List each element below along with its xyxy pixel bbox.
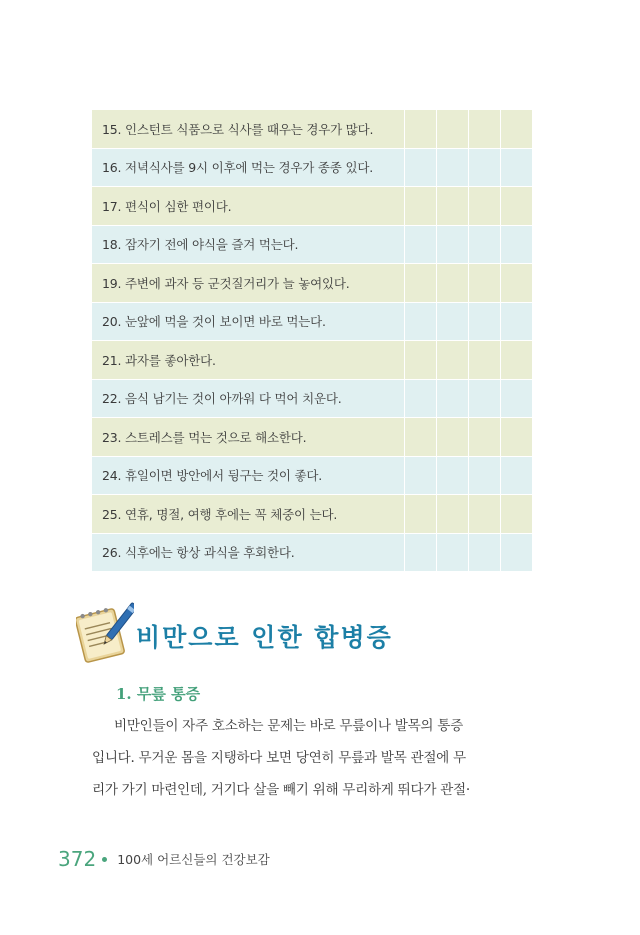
sub-heading: 1. 무릎 통증 [116, 685, 201, 703]
check-cell [469, 225, 501, 264]
body-paragraph [92, 710, 532, 806]
check-cell [469, 302, 501, 341]
table-row [92, 225, 533, 264]
check-cell [501, 148, 533, 187]
check-cell [501, 495, 533, 534]
table-row [92, 187, 533, 226]
check-cell [405, 302, 437, 341]
table-row [92, 110, 533, 148]
check-cell [501, 379, 533, 418]
table-row [92, 302, 533, 341]
check-cell [437, 225, 469, 264]
check-cell [405, 225, 437, 264]
check-cell [469, 495, 501, 534]
check-cell [469, 456, 501, 495]
check-cell [437, 110, 469, 148]
checklist-item: 24. 휴일이면 방안에서 뒹구는 것이 좋다. [92, 456, 405, 495]
check-cell [405, 418, 437, 457]
check-cell [501, 302, 533, 341]
check-cell [469, 148, 501, 187]
check-cell [437, 187, 469, 226]
checklist-table [92, 110, 533, 572]
check-cell [405, 187, 437, 226]
section-title: 비만으로 인한 합병증 [136, 623, 393, 652]
checklist-item: 18. 잠자기 전에 야식을 즐겨 먹는다. [92, 225, 405, 264]
table-row [92, 533, 533, 572]
check-cell [405, 495, 437, 534]
check-cell [437, 341, 469, 380]
checklist-item: 19. 주변에 과자 등 군것질거리가 늘 놓여있다. [92, 264, 405, 303]
paragraph-line: 비만인들이 자주 호소하는 문제는 바로 무릎이나 발목의 통증 [114, 718, 463, 734]
check-cell [469, 341, 501, 380]
checklist-item: 23. 스트레스를 먹는 것으로 해소한다. [92, 418, 405, 457]
check-cell [469, 533, 501, 572]
checklist-item: 22. 음식 남기는 것이 아까워 다 먹어 치운다. [92, 379, 405, 418]
check-cell [501, 341, 533, 380]
checklist-item: 15. 인스턴트 식품으로 식사를 때우는 경우가 많다. [92, 110, 405, 148]
check-cell [501, 264, 533, 303]
table-row [92, 379, 533, 418]
check-cell [437, 148, 469, 187]
check-cell [405, 456, 437, 495]
check-cell [469, 379, 501, 418]
checklist-item: 26. 식후에는 항상 과식을 후회한다. [92, 533, 405, 572]
check-cell [437, 533, 469, 572]
check-cell [501, 110, 533, 148]
book-title: 100세 어르신들의 건강보감 [117, 852, 270, 867]
check-cell [405, 533, 437, 572]
table-row [92, 341, 533, 380]
check-cell [469, 264, 501, 303]
check-cell [501, 456, 533, 495]
table-row [92, 456, 533, 495]
checklist-item: 21. 과자를 좋아한다. [92, 341, 405, 380]
check-cell [437, 495, 469, 534]
table-row [92, 495, 533, 534]
check-cell [501, 187, 533, 226]
check-cell [469, 418, 501, 457]
check-cell [437, 379, 469, 418]
check-cell [405, 264, 437, 303]
check-cell [437, 456, 469, 495]
paragraph-line: 입니다. 무거운 몸을 지탱하다 보면 당연히 무릎과 발목 관절에 무 [92, 750, 466, 766]
checklist-item: 16. 저녁식사를 9시 이후에 먹는 경우가 종종 있다. [92, 148, 405, 187]
check-cell [437, 264, 469, 303]
notepad-pen-icon [76, 598, 134, 668]
checklist-item: 17. 편식이 심한 편이다. [92, 187, 405, 226]
check-cell [501, 418, 533, 457]
check-cell [469, 187, 501, 226]
check-cell [405, 379, 437, 418]
section-header [76, 598, 536, 668]
check-cell [469, 110, 501, 148]
check-cell [405, 341, 437, 380]
check-cell [405, 148, 437, 187]
checklist-item: 20. 눈앞에 먹을 것이 보이면 바로 먹는다. [92, 302, 405, 341]
page-number: 372 [58, 847, 97, 871]
paragraph-line: 리가 가기 마련인데, 거기다 살을 빼기 위해 무리하게 뛰다가 관절· [92, 782, 470, 798]
check-cell [437, 302, 469, 341]
table-row [92, 264, 533, 303]
page-footer [58, 847, 270, 877]
check-cell [501, 225, 533, 264]
bullet-dot-icon [102, 857, 107, 862]
table-row [92, 418, 533, 457]
checklist-item: 25. 연휴, 명절, 여행 후에는 꼭 체중이 는다. [92, 495, 405, 534]
check-cell [437, 418, 469, 457]
check-cell [501, 533, 533, 572]
check-cell [405, 110, 437, 148]
table-row [92, 148, 533, 187]
